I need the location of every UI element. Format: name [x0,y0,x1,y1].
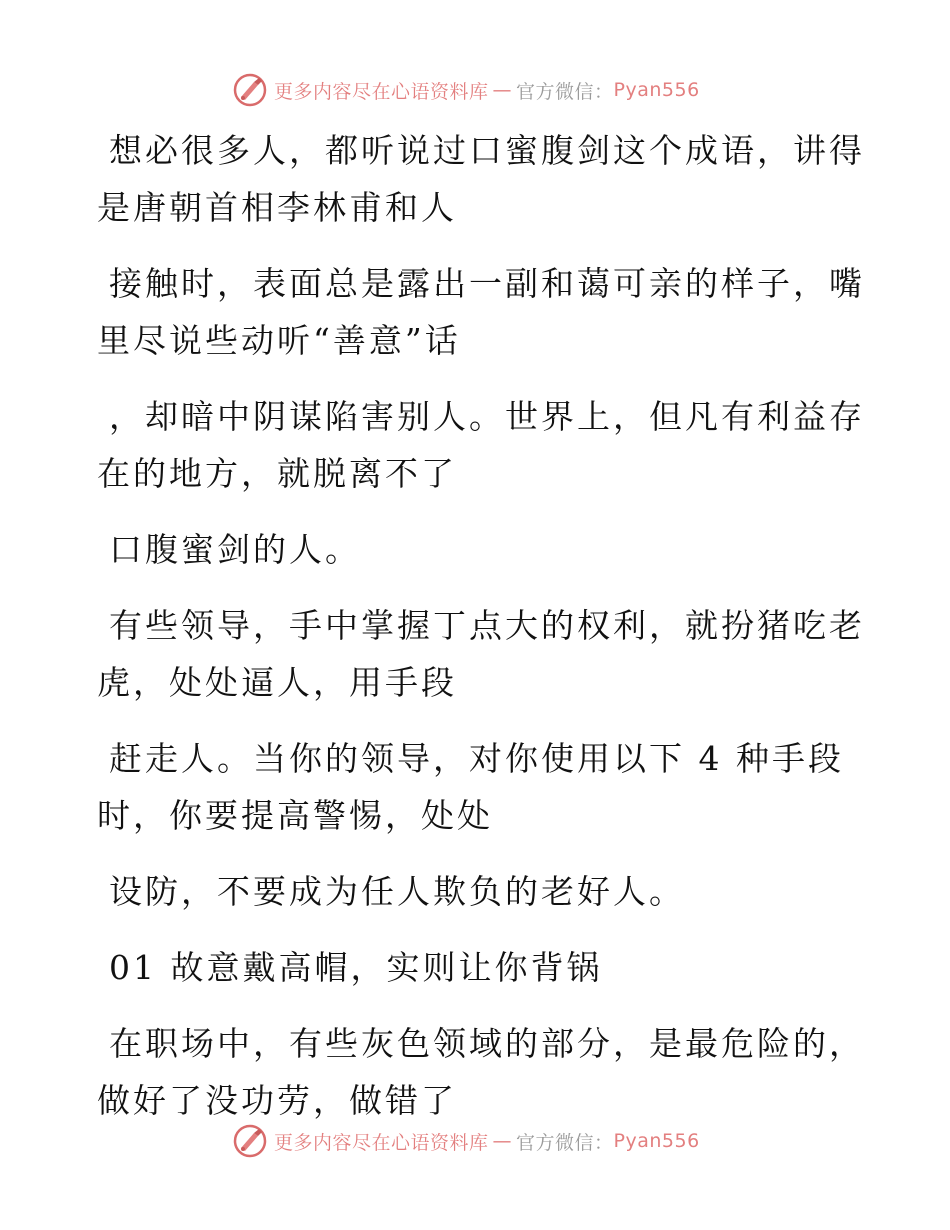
watermark-id: Pyan556 [613,79,700,101]
text-line: ，却暗中阴谋陷害别人。世界上，但凡有利益存 [109,397,865,436]
paragraph [97,388,865,502]
watermark-dash: — [492,1130,513,1152]
header-watermark [232,70,700,110]
watermark-text: 更多内容尽在心语资料库 [274,1131,489,1154]
paragraph [97,255,865,369]
paragraph [97,1015,865,1129]
watermark-id: Pyan556 [613,1130,700,1152]
paragraph [97,521,837,578]
text-line: 口腹蜜剑的人。 [109,530,361,569]
text-line: 是唐朝首相李林甫和人 [97,188,457,227]
paragraph [97,597,865,711]
paragraph [97,863,837,920]
text-line: 时，你要提高警惕，处处 [97,796,493,835]
text-line: 虎，处处逼人，用手段 [97,663,457,702]
text-line: 有些领导，手中掌握丁点大的权利，就扮猪吃老 [109,606,865,645]
watermark-label: 官方微信： [516,80,614,103]
document-body [97,122,865,1148]
text-line: 在职场中，有些灰色领域的部分，是最危险的， [109,1024,865,1063]
seal-logo-icon [232,1123,268,1159]
watermark-dash: — [492,79,513,101]
section-heading [97,939,837,996]
text-line: 在的地方，就脱离不了 [97,454,457,493]
text-line: 里尽说些动听“善意”话 [97,321,461,360]
footer-watermark [232,1121,700,1161]
seal-logo-icon [232,72,268,108]
text-line: 01 故意戴高帽，实则让你背锅 [109,948,603,987]
paragraph [97,122,865,236]
text-line: 赶走人。当你的领导，对你使用以下 4 种手段 [109,739,844,778]
text-line: 想必很多人，都听说过口蜜腹剑这个成语，讲得 [109,131,865,170]
paragraph [97,730,844,844]
text-line: 设防，不要成为任人欺负的老好人。 [109,872,685,911]
text-line: 做好了没功劳，做错了 [97,1081,457,1120]
watermark-text: 更多内容尽在心语资料库 [274,80,489,103]
watermark-label: 官方微信： [516,1131,614,1154]
text-line: 接触时，表面总是露出一副和蔼可亲的样子，嘴 [109,264,865,303]
